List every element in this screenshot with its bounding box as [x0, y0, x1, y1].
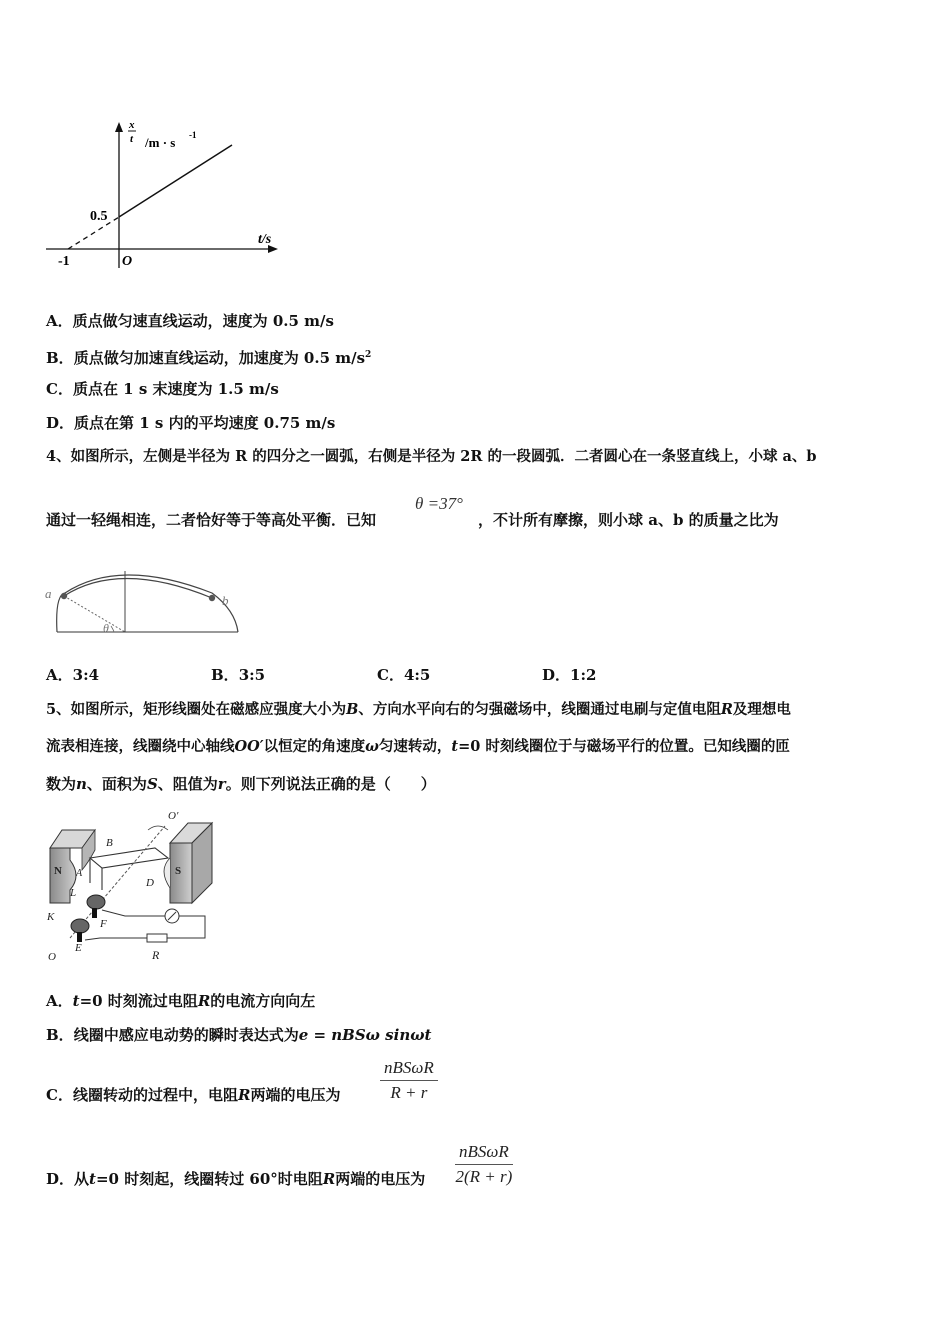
intercept-label: 0.5	[90, 209, 108, 224]
x-axis-label: t/s	[258, 232, 272, 247]
y-label-den: t	[130, 133, 134, 145]
svg-text:S: S	[175, 865, 182, 877]
theta-expression: θ =37°	[415, 494, 463, 513]
origin-label: O	[122, 254, 133, 269]
svg-text:O: O	[48, 951, 56, 963]
q4-option-b: B．3:5	[211, 666, 266, 684]
svg-text:N: N	[54, 865, 62, 877]
label-a: a	[45, 586, 52, 601]
ball-b	[209, 595, 215, 601]
ball-a	[61, 593, 67, 599]
label-theta: θ	[103, 621, 109, 635]
xt-graph	[40, 110, 290, 275]
arc-figure	[40, 555, 250, 640]
q4-option-a: A．3:4	[46, 666, 100, 684]
svg-text:L: L	[70, 887, 77, 899]
generator-figure	[40, 808, 220, 968]
emf-expression: e = nBSω sinωt	[298, 1026, 432, 1044]
q4-option-d: D．1:2	[542, 666, 597, 684]
q5-option-b: B．线圈中感应电动势的瞬时表达式为e = nBSω sinωt	[46, 1026, 432, 1044]
q3-option-a: A．质点做匀速直线运动，速度为 0.5 m/s	[46, 312, 334, 330]
svg-text:A: A	[76, 868, 83, 879]
svg-text:O′: O′	[168, 810, 179, 822]
q5-option-d: D．从t=0 时刻起，线圈转过 60°时电阻R两端的电压为	[46, 1170, 426, 1188]
q4-option-c: C．4:5	[377, 666, 431, 684]
label-b: b	[222, 593, 229, 608]
neg-one-label: -1	[58, 254, 70, 269]
q3-option-d: D．质点在第 1 s 内的平均速度 0.75 m/s	[46, 414, 336, 432]
y-unit: /m · s	[145, 135, 176, 150]
q5-stem-line1: 5、如图所示，矩形线圈处在磁感应强度大小为B、方向水平向右的匀强磁场中，线圈通过电刷与定值电阻R及理想电	[46, 701, 791, 718]
svg-text:F: F	[100, 918, 107, 930]
svg-text:R: R	[152, 948, 160, 962]
q5-option-c: C．线圈转动的过程中，电阻R两端的电压为	[46, 1086, 341, 1104]
y-label-num: x	[129, 119, 135, 131]
resistor-icon	[147, 934, 167, 942]
y-unit-exp: -1	[189, 130, 197, 140]
option-d-fraction: nBSωR 2(R + r)	[455, 1142, 513, 1186]
q3-option-b: B．质点做匀加速直线运动，加速度为 0.5 $m/s^2$	[46, 349, 372, 367]
q3-option-c: C．质点在 1 s 末速度为 1.5 m/s	[46, 380, 279, 398]
q4-stem-line2-end: ，不计所有摩擦，则小球 a、b 的质量之比为	[478, 511, 779, 529]
svg-text:D: D	[146, 877, 154, 889]
q5-stem-line2: 流表相连接，线圈绕中心轴线OO′以恒定的角速度ω匀速转动，t=0 时刻线圈位于与磁场平行的位置。已知线圈的匝	[46, 738, 790, 755]
q5-stem-line3: 数为n、面积为S、阻值为r。则下列说法正确的是（ ）	[46, 775, 436, 793]
svg-text:K: K	[47, 911, 55, 923]
q4-stem-line2: 通过一轻绳相连，二者恰好等于等高处平衡．已知	[46, 511, 377, 529]
svg-text:E: E	[75, 942, 82, 954]
svg-text:B: B	[106, 837, 113, 849]
xt-line	[119, 145, 232, 217]
option-c-fraction: nBSωR R + r	[380, 1058, 438, 1103]
q4-stem-line1: 4、如图所示，左侧是半径为 R 的四分之一圆弧，右侧是半径为 2R 的一段圆弧．二者圆心在一条竖直线上，小球 a、b	[46, 448, 817, 465]
q5-option-a: A．t=0 时刻流过电阻R的电流方向向左	[46, 992, 316, 1010]
